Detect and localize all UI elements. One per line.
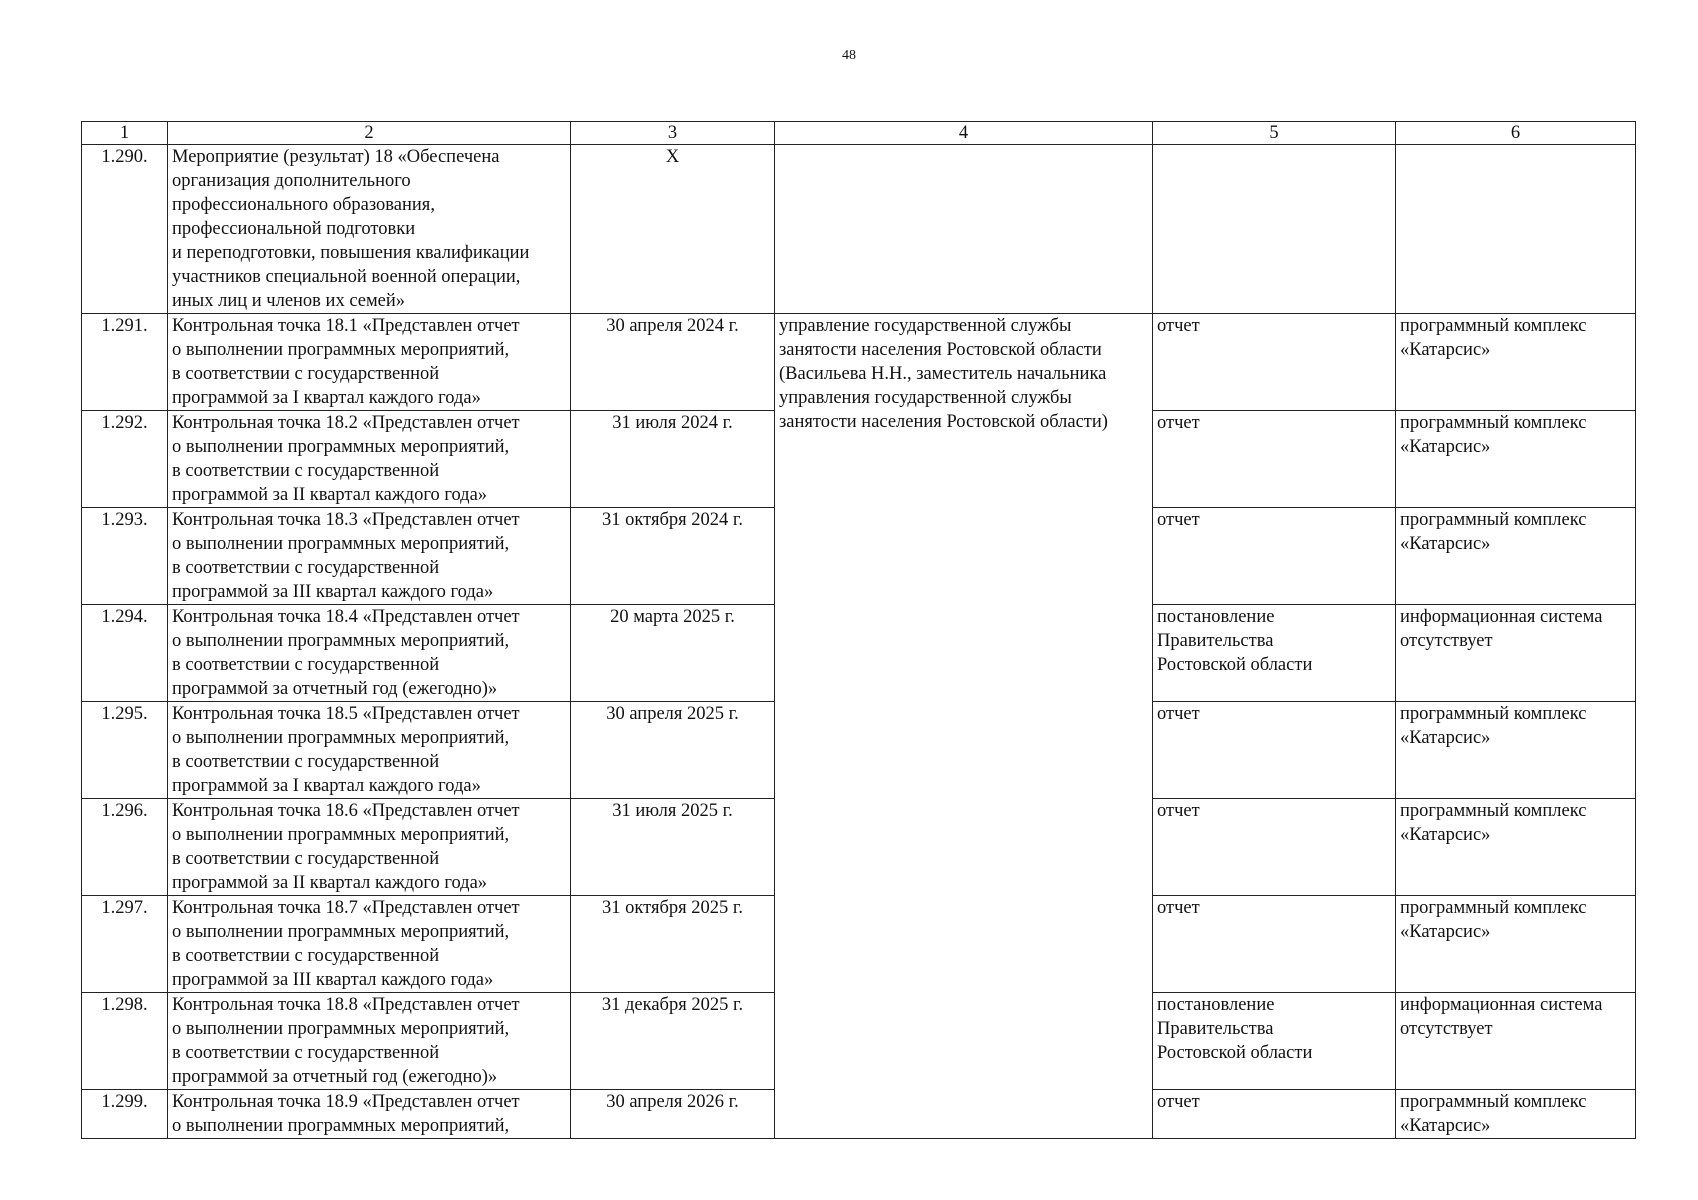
system-text-line: программный комплекс <box>1400 413 1587 433</box>
document-type-cell <box>1153 411 1396 508</box>
event-text-line: о выполнении программных мероприятий, <box>172 437 510 457</box>
row-number-cell: 1.299. <box>82 1090 168 1139</box>
system-text-line: отсутствует <box>1400 1019 1493 1039</box>
column-header-5: 5 <box>1153 122 1396 145</box>
system-text-line: информационная система <box>1400 607 1603 627</box>
document-text-line: отчет <box>1157 704 1200 724</box>
document-type-cell <box>1153 508 1396 605</box>
system-text-line: отсутствует <box>1400 631 1493 651</box>
event-text-line: и переподготовки, повышения квалификации <box>172 243 530 263</box>
event-text-line: Контрольная точка 18.1 «Представлен отчет <box>172 316 520 336</box>
implementation-plan-table <box>81 121 1636 1139</box>
document-text-line: Правительства <box>1157 631 1274 651</box>
event-text-line: в соответствии с государственной <box>172 1043 440 1063</box>
document-text-line: отчет <box>1157 898 1200 918</box>
column-header-6: 6 <box>1396 122 1636 145</box>
document-type-cell <box>1153 993 1396 1090</box>
event-text-line: программой за отчетный год (ежегодно)» <box>172 679 498 699</box>
event-text-line: о выполнении программных мероприятий, <box>172 1116 510 1136</box>
row-number-cell: 1.297. <box>82 896 168 993</box>
document-text-line: постановление <box>1157 995 1275 1015</box>
event-text-line: Контрольная точка 18.4 «Представлен отчет <box>172 607 520 627</box>
document-text-line: отчет <box>1157 1092 1200 1112</box>
event-text-line: Контрольная точка 18.7 «Представлен отчет <box>172 898 520 918</box>
system-text-line: программный комплекс <box>1400 316 1587 336</box>
responsible-text-line: управления государственной службы <box>779 388 1072 408</box>
document-type-cell <box>1153 605 1396 702</box>
document-type-cell <box>1153 1090 1396 1139</box>
deadline-cell: 30 апреля 2026 г. <box>571 1090 775 1139</box>
deadline-cell: 30 апреля 2024 г. <box>571 314 775 411</box>
table-row <box>82 145 1636 314</box>
system-text-line: «Катарсис» <box>1400 922 1491 942</box>
document-text-line: Ростовской области <box>1157 655 1313 675</box>
event-text-line: в соответствии с государственной <box>172 946 440 966</box>
document-text-line: постановление <box>1157 607 1275 627</box>
event-text-line: Контрольная точка 18.2 «Представлен отчет <box>172 413 520 433</box>
information-system-cell <box>1396 993 1636 1090</box>
event-text-line: профессиональной подготовки <box>172 219 416 239</box>
event-name-cell <box>168 896 571 993</box>
system-text-line: «Катарсис» <box>1400 340 1491 360</box>
document-text-line: отчет <box>1157 413 1200 433</box>
system-text-line: «Катарсис» <box>1400 728 1491 748</box>
row-number-cell: 1.293. <box>82 508 168 605</box>
responsible-text-line: занятости населения Ростовской области <box>779 340 1102 360</box>
event-text-line: в соответствии с государственной <box>172 558 440 578</box>
event-text-line: программой за I квартал каждого года» <box>172 776 481 796</box>
document-type-cell <box>1153 702 1396 799</box>
event-name-cell <box>168 605 571 702</box>
system-text-line: «Катарсис» <box>1400 1116 1491 1136</box>
event-text-line: о выполнении программных мероприятий, <box>172 728 510 748</box>
event-text-line: организация дополнительного <box>172 171 411 191</box>
event-text-line: Мероприятие (результат) 18 «Обеспечена <box>172 147 500 167</box>
event-text-line: о выполнении программных мероприятий, <box>172 631 510 651</box>
responsible-text-line: управление государственной службы <box>779 316 1072 336</box>
system-text-line: программный комплекс <box>1400 1092 1587 1112</box>
deadline-cell: 31 октября 2024 г. <box>571 508 775 605</box>
information-system-cell <box>1396 314 1636 411</box>
table-row <box>82 314 1636 411</box>
row-number-cell: 1.296. <box>82 799 168 896</box>
document-type-cell <box>1153 145 1396 314</box>
information-system-cell <box>1396 605 1636 702</box>
information-system-cell <box>1396 799 1636 896</box>
event-name-cell <box>168 993 571 1090</box>
document-text-line: Ростовской области <box>1157 1043 1313 1063</box>
deadline-cell: 31 декабря 2025 г. <box>571 993 775 1090</box>
event-name-cell <box>168 314 571 411</box>
event-text-line: программой за III квартал каждого года» <box>172 582 494 602</box>
information-system-cell <box>1396 411 1636 508</box>
column-header-1: 1 <box>82 122 168 145</box>
event-text-line: в соответствии с государственной <box>172 655 440 675</box>
event-text-line: иных лиц и членов их семей» <box>172 291 406 311</box>
event-text-line: о выполнении программных мероприятий, <box>172 825 510 845</box>
system-text-line: информационная система <box>1400 995 1603 1015</box>
event-name-cell <box>168 145 571 314</box>
document-text-line: Правительства <box>1157 1019 1274 1039</box>
deadline-cell: 30 апреля 2025 г. <box>571 702 775 799</box>
event-text-line: Контрольная точка 18.8 «Представлен отчет <box>172 995 520 1015</box>
document-text-line: отчет <box>1157 510 1200 530</box>
event-text-line: программой за II квартал каждого года» <box>172 873 488 893</box>
row-number-cell: 1.295. <box>82 702 168 799</box>
event-text-line: программой за отчетный год (ежегодно)» <box>172 1067 498 1087</box>
event-text-line: Контрольная точка 18.9 «Представлен отчет <box>172 1092 520 1112</box>
document-type-cell <box>1153 896 1396 993</box>
event-text-line: участников специальной военной операции, <box>172 267 521 287</box>
event-text-line: Контрольная точка 18.5 «Представлен отчет <box>172 704 520 724</box>
column-number-header-row <box>82 122 1636 145</box>
event-text-line: в соответствии с государственной <box>172 364 440 384</box>
information-system-cell <box>1396 145 1636 314</box>
event-text-line: программой за III квартал каждого года» <box>172 970 494 990</box>
event-text-line: Контрольная точка 18.6 «Представлен отчет <box>172 801 520 821</box>
system-text-line: программный комплекс <box>1400 898 1587 918</box>
system-text-line: «Катарсис» <box>1400 534 1491 554</box>
column-header-2: 2 <box>168 122 571 145</box>
document-text-line: отчет <box>1157 316 1200 336</box>
row-number-cell: 1.290. <box>82 145 168 314</box>
event-text-line: в соответствии с государственной <box>172 849 440 869</box>
information-system-cell <box>1396 1090 1636 1139</box>
information-system-cell <box>1396 702 1636 799</box>
responsible-cell <box>775 145 1153 314</box>
event-text-line: в соответствии с государственной <box>172 752 440 772</box>
row-number-cell: 1.292. <box>82 411 168 508</box>
event-text-line: о выполнении программных мероприятий, <box>172 340 510 360</box>
responsible-text-line: (Васильева Н.Н., заместитель начальника <box>779 364 1107 384</box>
document-type-cell <box>1153 799 1396 896</box>
event-name-cell <box>168 508 571 605</box>
event-text-line: Контрольная точка 18.3 «Представлен отчет <box>172 510 520 530</box>
information-system-cell <box>1396 896 1636 993</box>
row-number-cell: 1.291. <box>82 314 168 411</box>
deadline-cell: 31 октября 2025 г. <box>571 896 775 993</box>
system-text-line: программный комплекс <box>1400 510 1587 530</box>
row-number-cell: 1.294. <box>82 605 168 702</box>
deadline-cell: 31 июля 2024 г. <box>571 411 775 508</box>
event-text-line: о выполнении программных мероприятий, <box>172 534 510 554</box>
event-name-cell <box>168 1090 571 1139</box>
event-name-cell <box>168 799 571 896</box>
event-text-line: о выполнении программных мероприятий, <box>172 1019 510 1039</box>
deadline-cell: X <box>571 145 775 314</box>
event-name-cell <box>168 411 571 508</box>
system-text-line: программный комплекс <box>1400 704 1587 724</box>
event-text-line: в соответствии с государственной <box>172 461 440 481</box>
column-header-4: 4 <box>775 122 1153 145</box>
information-system-cell <box>1396 508 1636 605</box>
row-number-cell: 1.298. <box>82 993 168 1090</box>
page-number: 48 <box>842 48 856 63</box>
system-text-line: программный комплекс <box>1400 801 1587 821</box>
responsible-text-line: занятости населения Ростовской области) <box>779 412 1108 432</box>
responsible-executor-cell <box>775 314 1153 1139</box>
system-text-line: «Катарсис» <box>1400 437 1491 457</box>
event-text-line: программой за I квартал каждого года» <box>172 388 481 408</box>
event-text-line: профессионального образования, <box>172 195 435 215</box>
event-text-line: программой за II квартал каждого года» <box>172 485 488 505</box>
event-name-cell <box>168 702 571 799</box>
event-text-line: о выполнении программных мероприятий, <box>172 922 510 942</box>
column-header-3: 3 <box>571 122 775 145</box>
deadline-cell: 20 марта 2025 г. <box>571 605 775 702</box>
document-text-line: отчет <box>1157 801 1200 821</box>
document-type-cell <box>1153 314 1396 411</box>
deadline-cell: 31 июля 2025 г. <box>571 799 775 896</box>
system-text-line: «Катарсис» <box>1400 825 1491 845</box>
